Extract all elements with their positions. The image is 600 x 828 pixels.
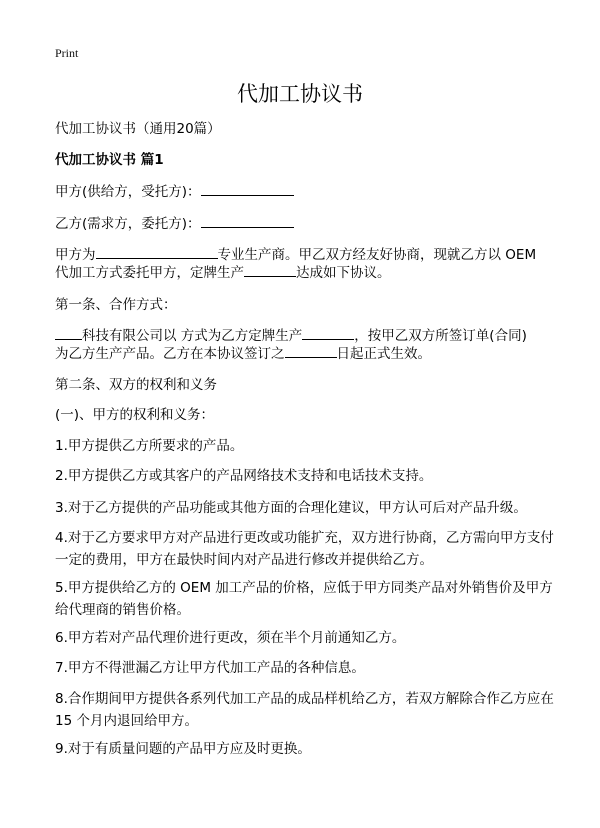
section-heading: 代加工协议书 篇1: [55, 152, 164, 168]
list-item: 8.合作期间甲方提供各系列代加工产品的成品样机给乙方，若双方解除合作乙方应在 15 个月内退回给甲方。: [55, 691, 554, 729]
intro-text-1: 甲方为: [55, 247, 96, 263]
article-1-text-1: 科技有限公司以 方式为乙方定牌生产: [82, 328, 303, 344]
page-title: 代加工协议书: [237, 82, 363, 106]
party-b-line: [55, 213, 555, 235]
company-blank: [55, 325, 82, 340]
intro-line-2: [55, 262, 555, 284]
party-b-label: 乙方(需求方，委托方)：: [55, 216, 201, 232]
list-item: 1.甲方提供乙方所要求的产品。: [55, 438, 244, 454]
article-2-subheading: (一)、甲方的权利和义务：: [55, 407, 215, 423]
product-blank: [244, 262, 296, 277]
article-1-text-2: ，按甲乙双方所签订单(合同): [354, 328, 527, 344]
article-1-text-4: 日起正式生效。: [336, 346, 431, 362]
party-b-blank: [201, 213, 294, 228]
article-1-line-2: [55, 343, 555, 365]
article-2-heading: 第二条、双方的权利和义务: [55, 377, 217, 393]
date-blank: [285, 343, 337, 358]
document-subtitle: 代加工协议书（通用20篇）: [55, 121, 221, 137]
manufacturer-blank: [96, 244, 218, 259]
list-item: 9.对于有质量问题的产品甲方应及时更换。: [55, 741, 311, 757]
print-link[interactable]: Print: [55, 46, 79, 60]
list-item: 2.甲方提供乙方或其客户的产品网络技术支持和电话技术支持。: [55, 468, 433, 484]
list-item: 7.甲方不得泄漏乙方让甲方代加工产品的各种信息。: [55, 660, 365, 676]
list-item: 4.对于乙方要求甲方对产品进行更改或功能扩充，双方进行协商，乙方需向甲方支付一定的费用，甲方在最快时间内对产品进行修改并提供给乙方。: [55, 530, 554, 568]
article-1-heading: 第一条、合作方式：: [55, 297, 177, 313]
list-item: 6.甲方若对产品代理价进行更改，须在半个月前通知乙方。: [55, 630, 406, 646]
party-a-label: 甲方(供给方，受托方)：: [55, 184, 201, 200]
list-item: 5.甲方提供给乙方的 OEM 加工产品的价格，应低于甲方同类产品对外销售价及甲方给代理商的销售价格。: [55, 580, 553, 618]
party-a-line: [55, 181, 555, 203]
intro-text-4: 达成如下协议。: [296, 265, 391, 281]
article-1-text-3: 为乙方生产产品。乙方在本协议签订之: [55, 346, 285, 362]
intro-text-2: 专业生产商。甲乙双方经友好协商，现就乙方以 OEM: [217, 247, 537, 263]
intro-text-3: 代加工方式委托甲方，定牌生产: [55, 265, 244, 281]
brand-blank: [302, 325, 354, 340]
party-a-blank: [201, 181, 294, 196]
list-item: 3.对于乙方提供的产品功能或其他方面的合理化建议，甲方认可后对产品升级。: [55, 500, 527, 516]
